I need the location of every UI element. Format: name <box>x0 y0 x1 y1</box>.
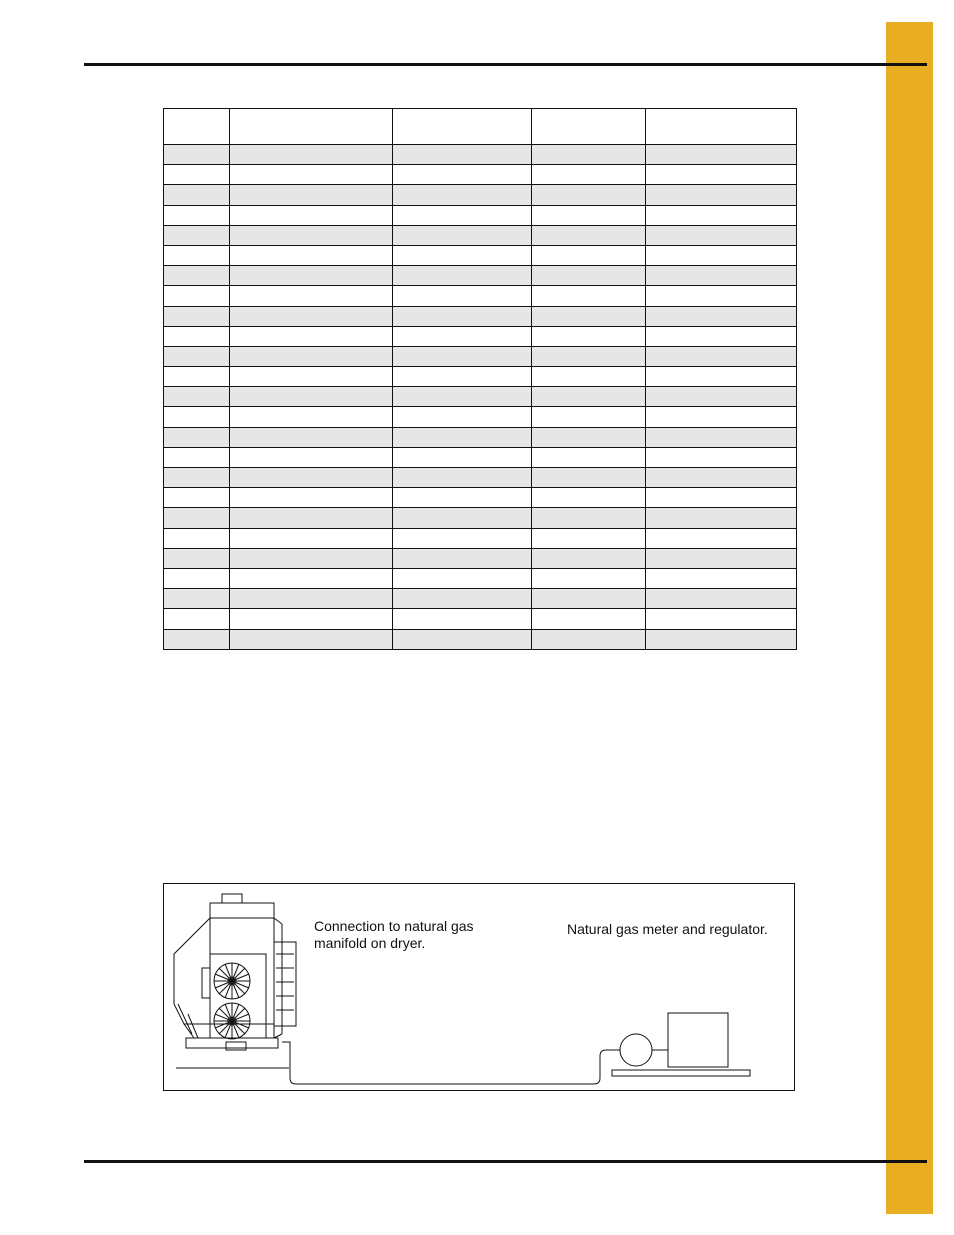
table-cell <box>393 528 532 548</box>
table-cell <box>230 488 393 508</box>
table-cell <box>164 367 230 387</box>
table-cell <box>230 629 393 649</box>
table-cell <box>532 629 646 649</box>
table-cell <box>164 225 230 245</box>
table-cell <box>164 286 230 306</box>
concrete-pad <box>612 1070 750 1076</box>
table-row <box>164 306 797 326</box>
table-cell <box>646 629 797 649</box>
table-row <box>164 407 797 427</box>
table-cell <box>532 145 646 165</box>
table-cell <box>393 629 532 649</box>
header-rule <box>84 63 927 66</box>
table-cell <box>393 245 532 265</box>
table-cell <box>646 508 797 528</box>
table-cell <box>646 488 797 508</box>
table-cell <box>532 165 646 185</box>
table-row <box>164 387 797 407</box>
table-cell <box>393 508 532 528</box>
table-cell <box>164 508 230 528</box>
table-cell <box>164 407 230 427</box>
gas-meter-icon <box>620 1034 652 1066</box>
table-header-cell <box>230 109 393 145</box>
table-cell <box>532 225 646 245</box>
table-cell <box>393 427 532 447</box>
table-row <box>164 609 797 629</box>
table-row <box>164 589 797 609</box>
table-row <box>164 205 797 225</box>
table-cell <box>164 245 230 265</box>
table-cell <box>393 145 532 165</box>
table-cell <box>393 165 532 185</box>
table-row <box>164 548 797 568</box>
table-cell <box>230 609 393 629</box>
table-cell <box>646 346 797 366</box>
table-cell <box>230 266 393 286</box>
table-cell <box>164 387 230 407</box>
table-cell <box>393 266 532 286</box>
table-cell <box>532 387 646 407</box>
table-cell <box>230 367 393 387</box>
table-cell <box>393 609 532 629</box>
table-cell <box>646 367 797 387</box>
spec-table-wrapper <box>163 108 796 650</box>
table-cell <box>646 589 797 609</box>
table-cell <box>230 508 393 528</box>
table-row <box>164 568 797 588</box>
table-cell <box>646 185 797 205</box>
table-cell <box>646 548 797 568</box>
table-cell <box>646 387 797 407</box>
table-cell <box>532 367 646 387</box>
table-cell <box>164 306 230 326</box>
table-cell <box>164 427 230 447</box>
table-cell <box>230 589 393 609</box>
side-box <box>202 968 210 998</box>
table-cell <box>646 245 797 265</box>
dryer-top-cap <box>222 894 242 903</box>
table-cell <box>393 548 532 568</box>
table-cell <box>532 609 646 629</box>
table-cell <box>646 528 797 548</box>
table-cell <box>532 286 646 306</box>
table-cell <box>532 447 646 467</box>
table-cell <box>164 205 230 225</box>
table-row <box>164 468 797 488</box>
table-cell <box>646 165 797 185</box>
table-cell <box>164 468 230 488</box>
table-cell <box>230 245 393 265</box>
table-cell <box>230 568 393 588</box>
table-cell <box>230 387 393 407</box>
table-row <box>164 629 797 649</box>
table-row <box>164 286 797 306</box>
table-cell <box>646 326 797 346</box>
table-cell <box>164 568 230 588</box>
table-row <box>164 528 797 548</box>
table-row <box>164 367 797 387</box>
dryer-connection-caption: Connection to natural gas manifold on dryer. <box>314 918 474 951</box>
table-cell <box>393 568 532 588</box>
footer-rule <box>84 1160 927 1163</box>
table-cell <box>532 488 646 508</box>
table-cell <box>532 306 646 326</box>
spec-table <box>163 108 797 650</box>
table-cell <box>230 548 393 568</box>
dryer-body <box>210 918 274 1038</box>
table-row <box>164 346 797 366</box>
table-cell <box>393 346 532 366</box>
table-cell <box>230 427 393 447</box>
table-cell <box>532 468 646 488</box>
table-header-cell <box>164 109 230 145</box>
table-cell <box>532 589 646 609</box>
table-cell <box>646 306 797 326</box>
table-cell <box>532 266 646 286</box>
table-cell <box>393 326 532 346</box>
side-ladder <box>274 942 296 1026</box>
table-cell <box>230 407 393 427</box>
table-cell <box>646 447 797 467</box>
table-cell <box>393 589 532 609</box>
table-cell <box>164 488 230 508</box>
table-body <box>164 145 797 650</box>
regulator-box <box>668 1013 728 1067</box>
table-cell <box>532 427 646 447</box>
table-cell <box>532 407 646 427</box>
table-cell <box>230 145 393 165</box>
table-row <box>164 266 797 286</box>
table-cell <box>230 346 393 366</box>
table-row <box>164 488 797 508</box>
table-header-cell <box>393 109 532 145</box>
table-cell <box>646 266 797 286</box>
table-cell <box>532 548 646 568</box>
table-cell <box>532 346 646 366</box>
table-cell <box>164 629 230 649</box>
table-cell <box>646 145 797 165</box>
table-cell <box>532 185 646 205</box>
table-header-row <box>164 109 797 145</box>
table-cell <box>393 407 532 427</box>
table-cell <box>646 205 797 225</box>
table-row <box>164 145 797 165</box>
table-row <box>164 245 797 265</box>
table-cell <box>532 508 646 528</box>
table-cell <box>393 286 532 306</box>
table-cell <box>393 387 532 407</box>
table-cell <box>393 225 532 245</box>
table-cell <box>230 326 393 346</box>
table-cell <box>532 205 646 225</box>
table-cell <box>164 589 230 609</box>
dryer-left-slope <box>174 918 274 1024</box>
table-cell <box>164 609 230 629</box>
table-cell <box>164 346 230 366</box>
table-cell <box>393 468 532 488</box>
table-cell <box>230 468 393 488</box>
table-cell <box>646 468 797 488</box>
table-cell <box>646 427 797 447</box>
table-header-cell <box>646 109 797 145</box>
table-cell <box>164 548 230 568</box>
table-cell <box>164 266 230 286</box>
table-cell <box>646 407 797 427</box>
gas-pipe-line <box>282 1042 620 1084</box>
table-cell <box>393 185 532 205</box>
table-cell <box>230 165 393 185</box>
table-row <box>164 447 797 467</box>
table-cell <box>164 528 230 548</box>
table-row <box>164 225 797 245</box>
chapter-side-tab <box>886 22 933 1214</box>
table-cell <box>230 528 393 548</box>
table-cell <box>164 326 230 346</box>
table-cell <box>646 568 797 588</box>
table-cell <box>646 609 797 629</box>
table-header-cell <box>532 109 646 145</box>
table-cell <box>164 185 230 205</box>
gas-connection-figure <box>163 883 795 1091</box>
table-cell <box>646 225 797 245</box>
table-cell <box>230 205 393 225</box>
meter-regulator-caption: Natural gas meter and regulator. <box>567 921 768 937</box>
table-cell <box>393 306 532 326</box>
table-row <box>164 508 797 528</box>
table-cell <box>230 447 393 467</box>
table-cell <box>532 568 646 588</box>
table-row <box>164 165 797 185</box>
table-cell <box>532 528 646 548</box>
table-cell <box>393 447 532 467</box>
table-cell <box>532 326 646 346</box>
table-cell <box>164 165 230 185</box>
dryer-gas-line-diagram <box>164 884 796 1092</box>
table-cell <box>230 286 393 306</box>
table-cell <box>532 245 646 265</box>
table-row <box>164 427 797 447</box>
table-cell <box>393 488 532 508</box>
table-cell <box>164 447 230 467</box>
table-cell <box>164 145 230 165</box>
table-row <box>164 326 797 346</box>
table-cell <box>393 205 532 225</box>
table-cell <box>230 185 393 205</box>
table-cell <box>230 306 393 326</box>
table-row <box>164 185 797 205</box>
dryer-top-hood <box>210 903 274 918</box>
table-cell <box>393 367 532 387</box>
table-cell <box>230 225 393 245</box>
table-cell <box>646 286 797 306</box>
